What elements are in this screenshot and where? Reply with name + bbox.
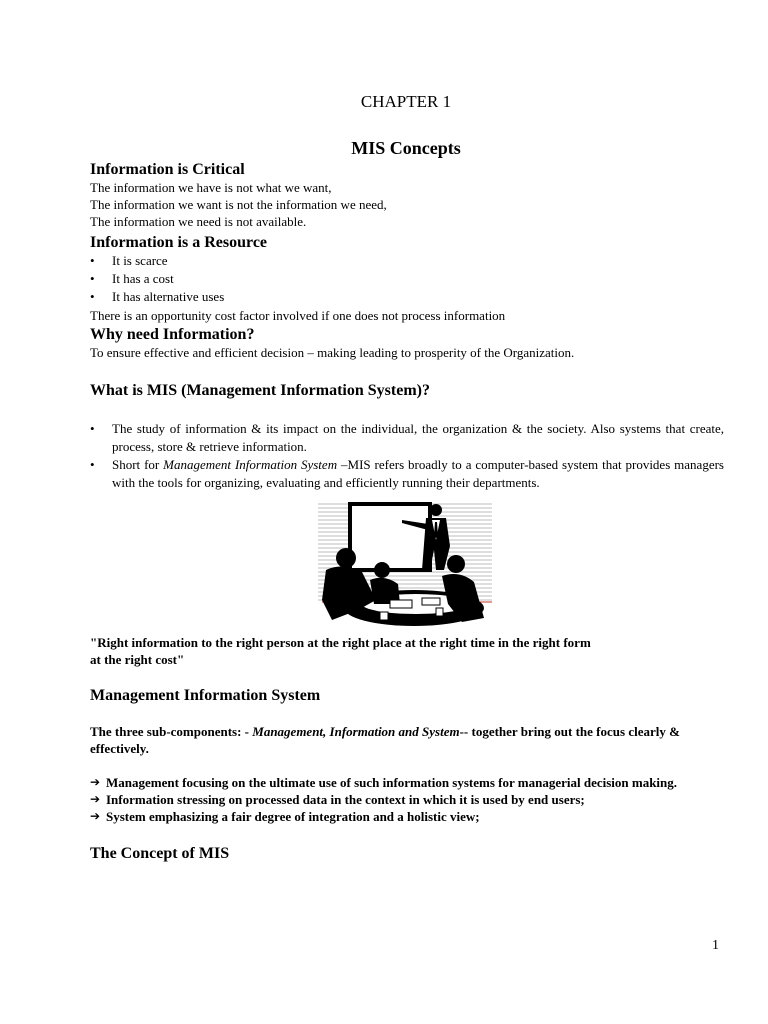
heading-concept-of-mis: The Concept of MIS: [90, 845, 230, 862]
mis-arrow-list: [90, 774, 724, 825]
arrow-item-management: ➔ Management focusing on the ultimate use of such information systems for managerial decision making.: [90, 775, 678, 790]
bullet2-rest: –MIS refers broadly to a computer-based system that provides managers with the tools for organizing, evaluating and efficiently running their departments.: [112, 457, 724, 490]
heading-management-information-system: Management Information System: [90, 687, 321, 704]
page-number: 1: [712, 938, 719, 953]
quote-line-1: "Right information to the right person at the right place at the right time in the right form: [90, 635, 591, 650]
resource-note: There is an opportunity cost factor involved if one does not process information: [90, 308, 506, 323]
presentation-meeting-image: [318, 500, 492, 634]
intro-emphasis: Management, Information and System: [252, 724, 460, 739]
arrow-right-icon: ➔: [90, 775, 101, 789]
heading-what-is-mis: What is MIS (Management Information System)?: [90, 382, 430, 399]
quote-line-2: at the right cost": [90, 652, 185, 667]
arrow-right-icon: ➔: [90, 792, 101, 806]
heading-information-critical: Information is Critical: [90, 161, 245, 178]
whatis-bullet-list: [90, 420, 724, 492]
heading-information-resource: Information is a Resource: [90, 234, 268, 251]
page-title: MIS Concepts: [351, 138, 461, 158]
critical-line-2: The information we want is not the information we need,: [90, 197, 387, 212]
bullet2-emphasis: Management Information System: [163, 457, 338, 472]
resource-bullet-list: [90, 252, 724, 306]
arrow-item-system: ➔ System emphasizing a fair degree of integration and a holistic view;: [90, 809, 480, 824]
whatis-bullet-2: [90, 456, 724, 492]
meeting-illustration: [318, 500, 492, 634]
resource-bullet: • It is scarce: [90, 252, 724, 270]
arrow-right-icon: ➔: [90, 809, 101, 823]
mis-intro: [90, 723, 724, 757]
arrow-item-information: ➔ Information stressing on processed data in the context in which it is used by end users;: [90, 792, 585, 807]
critical-line-1: The information we have is not what we want,: [90, 180, 332, 195]
bullet2-prefix: Short for: [112, 457, 164, 472]
intro-prefix: The three sub-components: -: [90, 724, 253, 739]
chapter-label: CHAPTER 1: [360, 92, 452, 111]
resource-bullet: • It has a cost: [90, 270, 724, 288]
intro-rest: -- together bring out the focus clearly & effectively.: [90, 724, 680, 756]
why-text: To ensure effective and efficient decision – making leading to prosperity of the Organization.: [90, 345, 575, 360]
heading-why-need-information: Why need Information?: [90, 326, 255, 343]
critical-line-3: The information we need is not available.: [90, 214, 307, 229]
resource-bullet: • It has alternative uses: [90, 288, 724, 306]
whatis-bullet-1: • The study of information & its impact on the individual, the organization & the society. Also systems that create, process, store & retrieve information.: [90, 420, 724, 456]
